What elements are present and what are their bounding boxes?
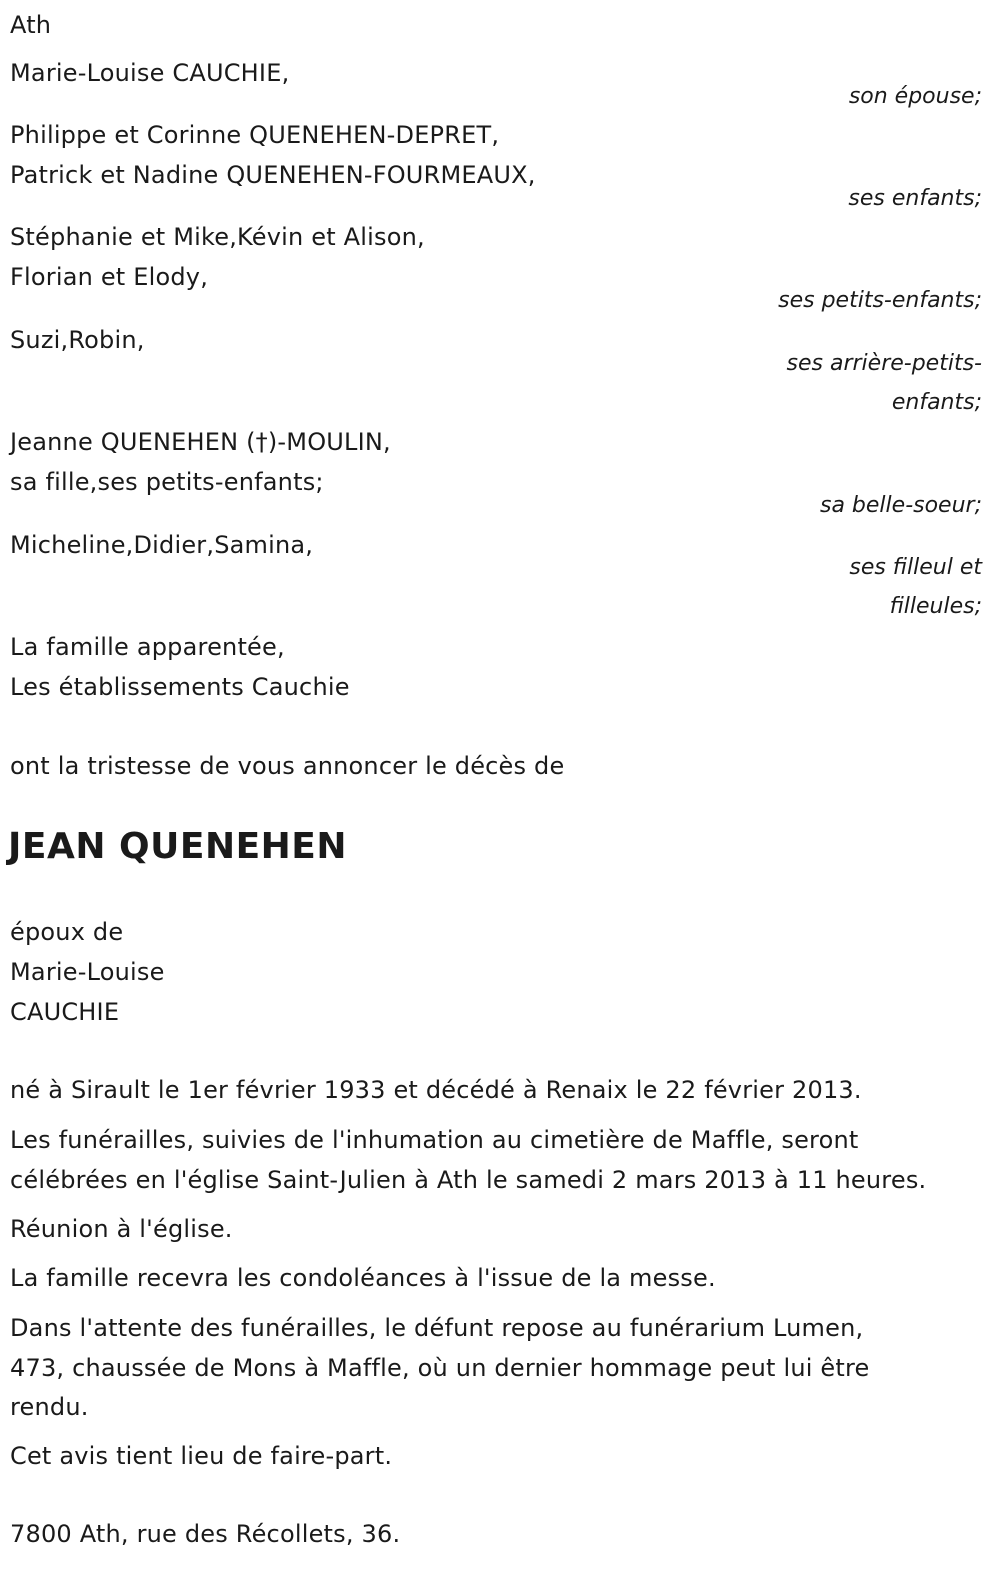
location: Ath xyxy=(10,11,52,39)
birth-death: né à Sirault le 1er février 1933 et décédé à Renaix le 22 février 2013. xyxy=(10,1076,862,1104)
funeral-line: célébrées en l'église Saint-Julien à Ath le samedi 2 mars 2013 à 11 heures. xyxy=(10,1166,927,1194)
godchildren-relation: filleules; xyxy=(889,594,982,619)
child-name: Patrick et Nadine QUENEHEN-FOURMEAUX, xyxy=(10,161,536,189)
viewing-line: 473, chaussée de Mons à Maffle, où un dernier hommage peut lui être xyxy=(10,1354,870,1382)
viewing-line: rendu. xyxy=(10,1393,89,1421)
great-grandchildren-relation: enfants; xyxy=(891,390,982,415)
extended-family: La famille apparentée, xyxy=(10,633,285,661)
spouse-relation: son épouse; xyxy=(848,84,982,109)
condolences: La famille recevra les condoléances à l'issue de la messe. xyxy=(10,1264,716,1292)
great-grandchildren-relation: ses arrière-petits- xyxy=(786,351,982,376)
sister-in-law-name: Jeanne QUENEHEN (†)-MOULIN, xyxy=(10,428,391,456)
spouse-of-label: époux de xyxy=(10,918,124,946)
spouse-of-name: Marie-Louise xyxy=(10,958,165,986)
announcement: ont la tristesse de vous annoncer le décès de xyxy=(10,752,565,780)
great-grandchild-name: Suzi,Robin, xyxy=(10,326,145,354)
sister-in-law-relation: sa belle-soeur; xyxy=(820,493,982,518)
funeral-line: Les funérailles, suivies de l'inhumation au cimetière de Maffle, seront xyxy=(10,1126,859,1154)
spouse-name: Marie-Louise CAUCHIE, xyxy=(10,59,290,87)
grandchild-name: Stéphanie et Mike,Kévin et Alison, xyxy=(10,223,425,251)
address: 7800 Ath, rue des Récollets, 36. xyxy=(10,1520,401,1548)
sister-in-law-family: sa fille,ses petits-enfants; xyxy=(10,468,324,496)
spouse-of-surname: CAUCHIE xyxy=(10,998,120,1026)
meeting: Réunion à l'église. xyxy=(10,1215,233,1243)
notice: Cet avis tient lieu de faire-part. xyxy=(10,1442,393,1470)
godchild-name: Micheline,Didier,Samina, xyxy=(10,531,314,559)
godchildren-relation: ses filleul et xyxy=(849,555,982,580)
deceased-name: JEAN QUENEHEN xyxy=(8,826,348,867)
children-relation: ses enfants; xyxy=(848,186,982,211)
company: Les établissements Cauchie xyxy=(10,673,350,701)
child-name: Philippe et Corinne QUENEHEN-DEPRET, xyxy=(10,121,500,149)
grandchild-name: Florian et Elody, xyxy=(10,263,209,291)
viewing-line: Dans l'attente des funérailles, le défunt repose au funérarium Lumen, xyxy=(10,1314,864,1342)
grandchildren-relation: ses petits-enfants; xyxy=(778,288,982,313)
